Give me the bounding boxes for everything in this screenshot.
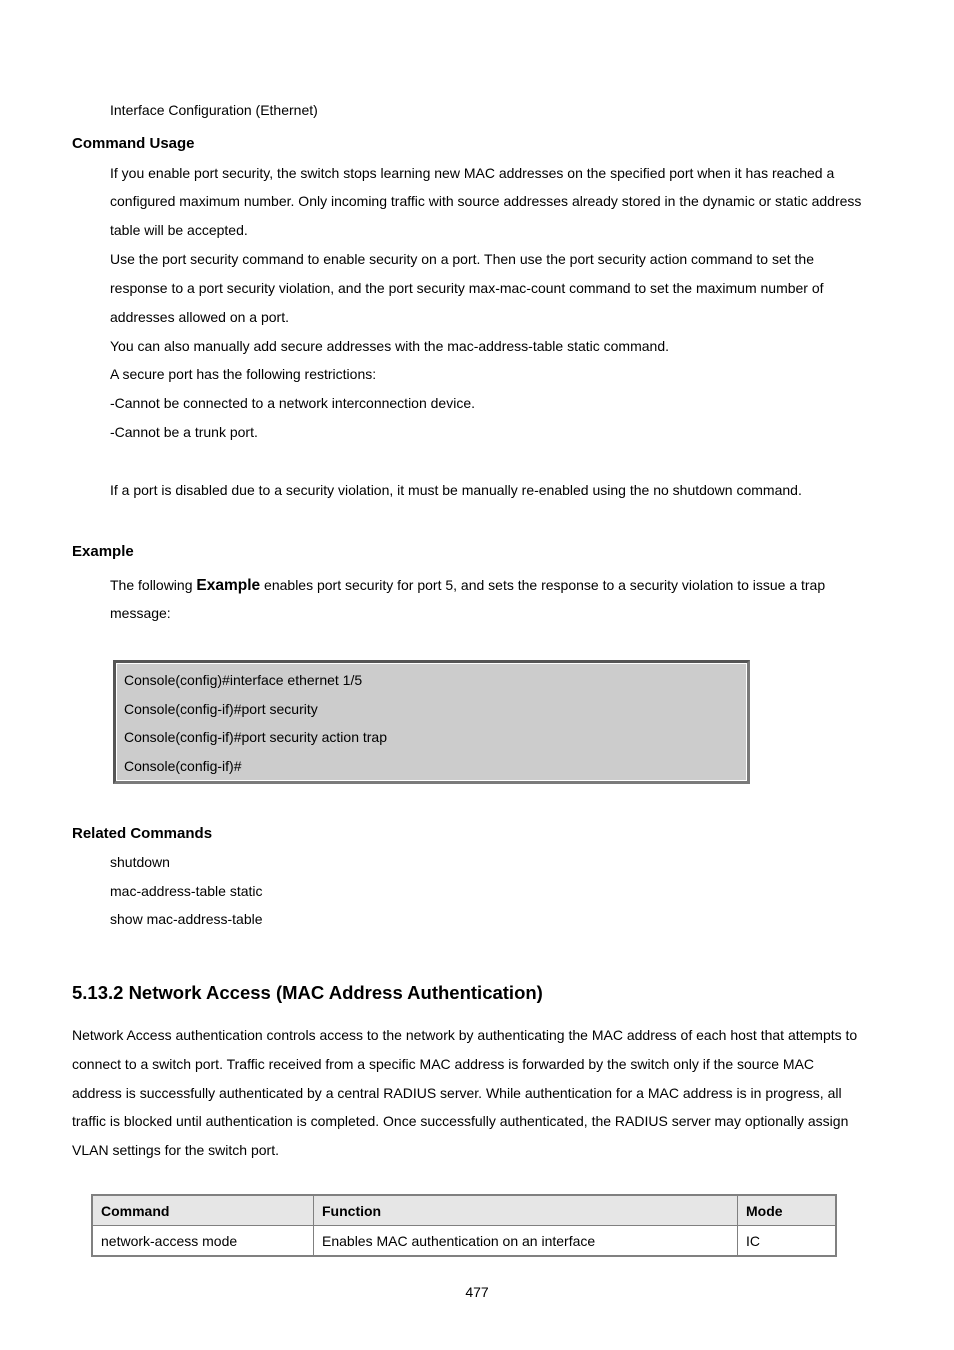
usage-note: If a port is disabled due to a security violation, it must be manually re-enabled using the no shutdown command.: [110, 482, 802, 498]
header-mode: Mode: [738, 1195, 837, 1226]
usage-line: -Cannot be a trunk port.: [110, 424, 258, 440]
cell-command: network-access mode: [92, 1226, 314, 1257]
section-line: address is successfully authenticated by a central RADIUS server. While authentication for a MAC address is in progress, all: [72, 1085, 842, 1101]
page-number: 477: [465, 1284, 489, 1300]
command-usage-heading: Command Usage: [72, 135, 195, 152]
table-row: [92, 1226, 836, 1257]
related-item: shutdown: [110, 854, 170, 870]
console-line: Console(config)#interface ethernet 1/5: [124, 672, 363, 688]
section-line: VLAN settings for the switch port.: [72, 1142, 279, 1158]
usage-line: Use the port security command to enable security on a port. Then use the port security action command to set the: [110, 251, 814, 267]
usage-line: -Cannot be connected to a network interconnection device.: [110, 395, 476, 411]
related-heading: Related Commands: [72, 825, 213, 842]
section-title: 5.13.2 Network Access (MAC Address Authentication): [72, 982, 543, 1003]
usage-line: response to a port security violation, and the port security max-mac-count command to set the maximum number of: [110, 280, 824, 296]
related-item: mac-address-table static: [110, 883, 263, 899]
example-prefix: The following: [110, 577, 197, 593]
usage-line: A secure port has the following restrictions:: [110, 366, 377, 382]
example-line: [110, 577, 825, 594]
cell-function: Enables MAC authentication on an interface: [314, 1226, 738, 1257]
usage-line: addresses allowed on a port.: [110, 309, 289, 325]
console-line: Console(config-if)#: [124, 758, 242, 774]
usage-line: table will be accepted.: [110, 222, 248, 238]
example-bold: Example: [196, 577, 261, 594]
section-line: traffic is blocked until authentication is completed. Once successfully authenticated, the RADIUS server may optionally assign: [72, 1113, 849, 1129]
mode-text: Interface Configuration (Ethernet): [110, 102, 318, 118]
usage-line: configured maximum number. Only incoming traffic with source addresses already stored in the dynamic or static address: [110, 193, 862, 209]
usage-line: You can also manually add secure addresses with the mac-address-table static command.: [110, 338, 669, 354]
example-suffix: enables port security for port 5, and sets the response to a security violation to issue a trap: [260, 577, 826, 593]
related-item: show mac-address-table: [110, 911, 263, 927]
usage-line: If you enable port security, the switch stops learning new MAC addresses on the specified port when it has reached a: [110, 165, 835, 181]
section-line: Network Access authentication controls access to the network by authenticating the MAC address of each host that attempts to: [72, 1027, 858, 1043]
header-command: Command: [92, 1195, 314, 1226]
example-line-2: message:: [110, 605, 171, 621]
header-function: Function: [314, 1195, 738, 1226]
example-heading: Example: [72, 543, 134, 560]
console-line: Console(config-if)#port security: [124, 701, 318, 717]
console-line: Console(config-if)#port security action trap: [124, 729, 388, 745]
cell-mode: IC: [738, 1226, 837, 1257]
table-header-row: [92, 1195, 836, 1226]
section-line: connect to a switch port. Traffic received from a specific MAC address is forwarded by the switch only if the source MAC: [72, 1056, 815, 1072]
command-table: [91, 1194, 837, 1257]
